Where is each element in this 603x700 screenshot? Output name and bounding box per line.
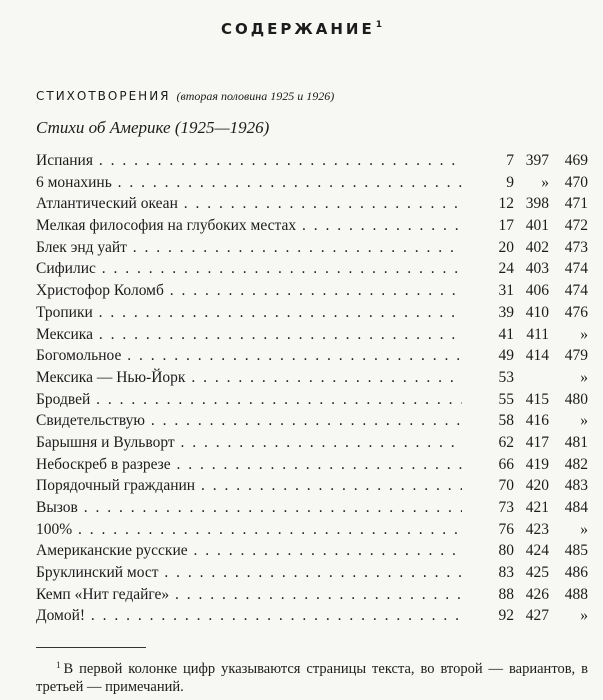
footnote-divider <box>36 647 146 648</box>
entry-text-page: 76 <box>498 520 514 538</box>
entry-text-page: 88 <box>498 585 514 603</box>
entry-text-page: 49 <box>498 347 514 365</box>
toc-entry <box>36 150 588 172</box>
toc-entry <box>36 475 588 497</box>
entry-title: Мелкая философия на глубоких местах . . . <box>36 215 462 237</box>
toc-entry <box>36 280 588 302</box>
contents-list <box>36 150 588 627</box>
toc-entry <box>36 540 588 562</box>
toc-entry <box>36 324 588 346</box>
entry-notes-page: 473 <box>564 238 588 256</box>
entry-variants-page: » <box>541 173 549 191</box>
entry-title: Тропики . . . <box>36 302 462 324</box>
entry-notes-page: 472 <box>564 217 588 235</box>
entry-variants-page: 398 <box>525 195 549 213</box>
entry-text-page: 20 <box>498 238 514 256</box>
entry-variants-page: 397 <box>525 152 549 169</box>
toc-entry <box>36 258 588 280</box>
toc-entry <box>36 519 588 541</box>
entry-title: Небоскреб в разрезе . . . <box>36 454 462 476</box>
section-title: СТИХОТВОРЕНИЯ <box>36 89 171 103</box>
section-note: (вторая половина 1925 и 1926) <box>176 89 335 103</box>
entry-notes-page: 485 <box>564 542 588 560</box>
entry-text-page: 66 <box>498 455 514 473</box>
entry-title: Американские русские . . . <box>36 540 462 562</box>
entry-text-page: 80 <box>498 542 514 560</box>
entry-variants-page: 421 <box>525 499 549 516</box>
entry-notes-page: » <box>580 325 588 343</box>
entry-variants-page: 406 <box>525 282 549 300</box>
entry-variants-page: 410 <box>525 303 549 321</box>
entry-title: Бруклинский мост . . . <box>36 562 462 584</box>
entry-notes-page: » <box>580 520 588 538</box>
entry-title: Атлантический океан . . . <box>36 193 462 215</box>
entry-variants-page: 415 <box>525 390 549 408</box>
entry-variants-page: 420 <box>525 477 549 495</box>
entry-notes-page: » <box>580 607 588 625</box>
entry-variants-page: 427 <box>525 607 549 625</box>
entry-notes-page: 469 <box>564 152 588 169</box>
toc-entry <box>36 410 588 432</box>
entry-variants-page: 414 <box>525 347 549 365</box>
entry-notes-page: » <box>580 412 588 430</box>
toc-entry <box>36 345 588 367</box>
entry-text-page: 83 <box>498 564 514 582</box>
entry-notes-page: 486 <box>564 564 588 582</box>
toc-entry <box>36 367 588 389</box>
entry-title: Мексика — Нью-Йорк . . . <box>36 367 462 389</box>
entry-variants-page: 411 <box>526 325 549 343</box>
toc-entry <box>36 389 588 411</box>
entry-variants-page: 425 <box>525 564 549 582</box>
entry-variants-page: 424 <box>525 542 549 560</box>
entry-notes-page: » <box>580 368 588 386</box>
entry-text-page: 62 <box>498 433 514 451</box>
subsection-heading: Стихи об Америке (1925—1926) <box>36 118 270 137</box>
footnote-mark: 1 <box>375 20 382 30</box>
entry-notes-page: 479 <box>564 347 588 365</box>
entry-notes-page: 471 <box>564 195 588 213</box>
section-heading <box>36 89 334 104</box>
toc-entry <box>36 454 588 476</box>
entry-text-page: 92 <box>498 607 514 625</box>
entry-title: 6 монахинь . . . <box>36 172 462 194</box>
entry-text-page: 55 <box>498 390 514 408</box>
entry-title: Сифилис . . . <box>36 258 462 280</box>
entry-variants-page: 417 <box>525 433 549 451</box>
entry-notes-page: 480 <box>564 390 588 408</box>
entry-notes-page: 481 <box>564 433 588 451</box>
footnote <box>36 656 588 696</box>
entry-notes-page: 488 <box>564 585 588 603</box>
entry-title: Домой! . . . <box>36 605 462 627</box>
entry-title: Кемп «Нит гедайге» . . . <box>36 584 462 606</box>
entry-variants-page: 402 <box>525 238 549 256</box>
entry-variants-page: 426 <box>525 585 549 603</box>
entry-text-page: 53 <box>498 368 514 386</box>
entry-title: Бродвей . . . <box>36 389 462 411</box>
entry-title: Свидетельствую . . . <box>36 410 462 432</box>
entry-variants-page: 401 <box>525 217 549 235</box>
entry-title: Христофор Коломб . . . <box>36 280 462 302</box>
toc-entry <box>36 302 588 324</box>
entry-text-page: 24 <box>498 260 514 278</box>
entry-text-page: 31 <box>498 282 514 300</box>
entry-variants-page: 419 <box>525 455 549 473</box>
entry-title: Блек энд уайт . . . <box>36 237 462 259</box>
entry-text-page: 12 <box>498 195 514 213</box>
toc-entry <box>36 172 588 194</box>
entry-notes-page: 484 <box>564 499 588 516</box>
entry-notes-page: 483 <box>564 477 588 495</box>
entry-notes-page: 482 <box>564 455 588 473</box>
page-title <box>0 20 603 38</box>
entry-variants-page: 403 <box>525 260 549 278</box>
entry-variants-page: 423 <box>525 520 549 538</box>
toc-entry <box>36 432 588 454</box>
entry-text-page: 41 <box>498 325 514 343</box>
entry-notes-page: 474 <box>564 260 588 278</box>
entry-title: Барышня и Вульворт . . . <box>36 432 462 454</box>
page-title-text: СОДЕРЖАНИЕ <box>221 20 375 38</box>
entry-text-page: 7 <box>506 152 514 169</box>
entry-title: Порядочный гражданин . . . <box>36 475 462 497</box>
entry-text-page: 39 <box>498 303 514 321</box>
entry-text-page: 70 <box>498 477 514 495</box>
entry-text-page: 17 <box>498 217 514 235</box>
entry-title: Испания . . . <box>36 150 462 172</box>
entry-notes-page: 476 <box>564 303 588 321</box>
entry-text-page: 73 <box>498 499 514 516</box>
entry-notes-page: 474 <box>564 282 588 300</box>
toc-entry <box>36 562 588 584</box>
entry-notes-page: 470 <box>564 173 588 191</box>
entry-title: 100% . . . <box>36 519 462 541</box>
entry-text-page: 9 <box>506 173 514 191</box>
entry-text-page: 58 <box>498 412 514 430</box>
footnote-number: 1 <box>56 660 61 670</box>
toc-entry <box>36 237 588 259</box>
footnote-text: В первой колонке цифр указываются страницы текста, во второй — вариантов, в третьей — примечаний. <box>36 661 588 695</box>
toc-entry <box>36 497 588 519</box>
toc-entry <box>36 584 588 606</box>
toc-entry <box>36 605 588 627</box>
entry-title: Богомольное . . . <box>36 345 462 367</box>
toc-entry <box>36 215 588 237</box>
entry-variants-page: 416 <box>525 412 549 430</box>
entry-title: Мексика . . . <box>36 324 462 346</box>
toc-entry <box>36 193 588 215</box>
entry-title: Вызов . . . <box>36 497 462 519</box>
